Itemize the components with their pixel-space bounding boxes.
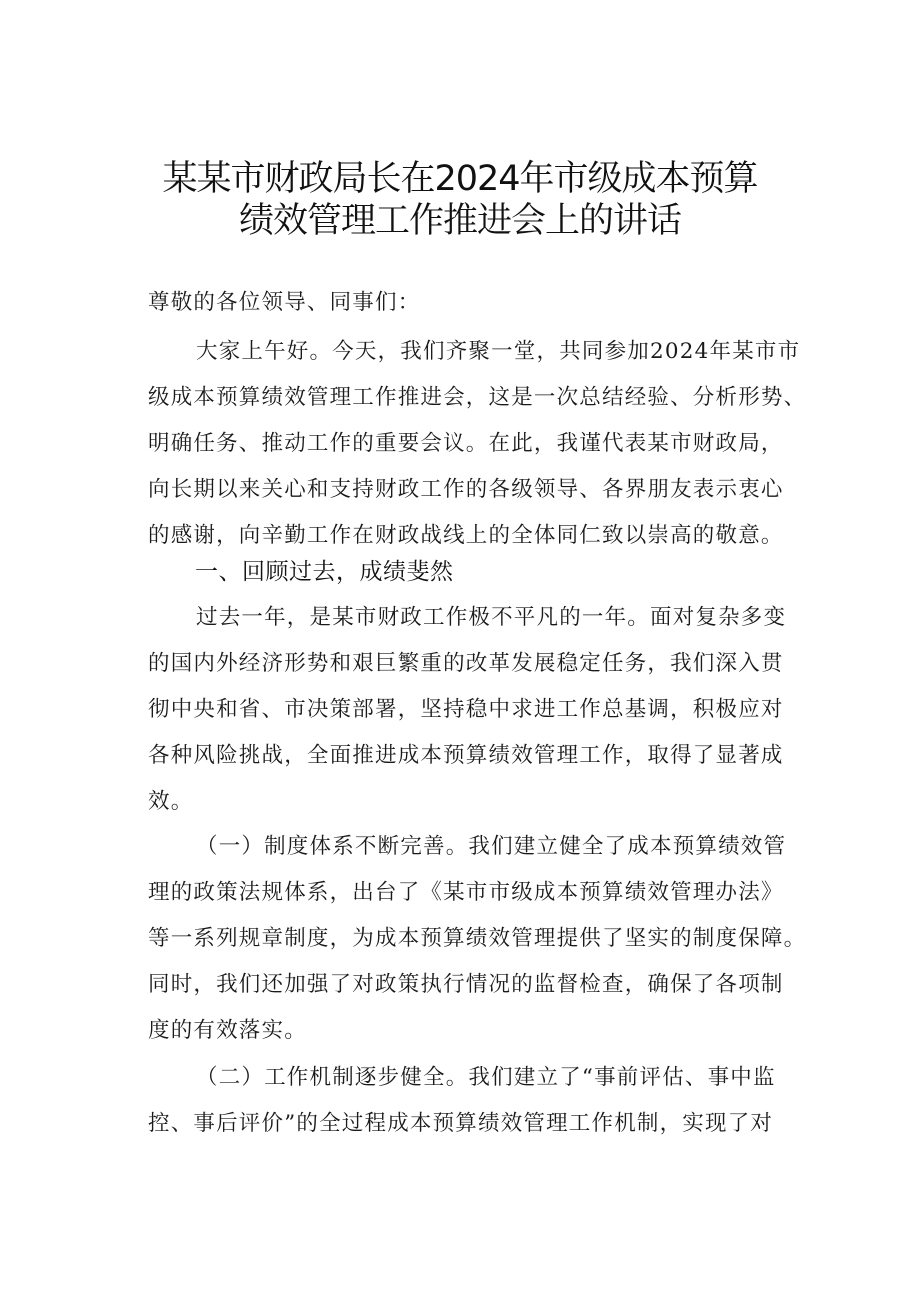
section-line: 的国内外经济形势和艰巨繁重的改革发展稳定任务，我们深入贯 <box>148 651 784 676</box>
section-line: 各种风险挑战，全面推进成本预算绩效管理工作，取得了显著成 <box>148 743 784 768</box>
item1-line: 度的有效落实。 <box>148 1018 307 1043</box>
item2-line: 控、事后评价”的全过程成本预算绩效管理工作机制，实现了对 <box>148 1111 774 1136</box>
item1-line: 理的政策法规体系，出台了《某市市级成本预算绩效管理办法》 <box>148 880 784 905</box>
intro-line: 的感谢，向辛勤工作在财政战线上的全体同仁致以崇高的敬意。 <box>148 523 784 548</box>
item1-line: 同时，我们还加强了对政策执行情况的监督检查，确保了各项制 <box>148 972 784 997</box>
intro-line: 级成本预算绩效管理工作推进会，这是一次总结经验、分析形势、 <box>148 385 807 410</box>
section-heading: 一、回顾过去，成绩斐然 <box>195 559 454 585</box>
item1-line: （一）制度体系不断完善。我们建立健全了成本预算绩效管 <box>196 834 787 859</box>
title-line-1: 某某市财政局长在2024年市级成本预算 <box>162 159 758 199</box>
intro-line: 明确任务、推动工作的重要会议。在此，我谨代表某市财政局， <box>148 431 784 456</box>
section-line: 效。 <box>148 789 194 814</box>
section-line: 彻中央和省、市决策部署，坚持稳中求进工作总基调，积极应对 <box>148 697 784 722</box>
salutation: 尊敬的各位领导、同事们： <box>148 290 421 315</box>
intro-line: 向长期以来关心和支持财政工作的各级领导、各界朋友表示衷心 <box>148 477 784 502</box>
item1-line: 等一系列规章制度，为成本预算绩效管理提供了坚实的制度保障。 <box>148 926 807 951</box>
section-line: 过去一年，是某市财政工作极不平凡的一年。面对复杂多变 <box>196 605 787 630</box>
title-line-2: 绩效管理工作推进会上的讲话 <box>238 201 681 241</box>
item2-line: （二）工作机制逐步健全。我们建立了“事前评估、事中监 <box>196 1065 776 1090</box>
intro-line: 大家上午好。今天，我们齐聚一堂，共同参加2024年某市市 <box>196 339 801 364</box>
